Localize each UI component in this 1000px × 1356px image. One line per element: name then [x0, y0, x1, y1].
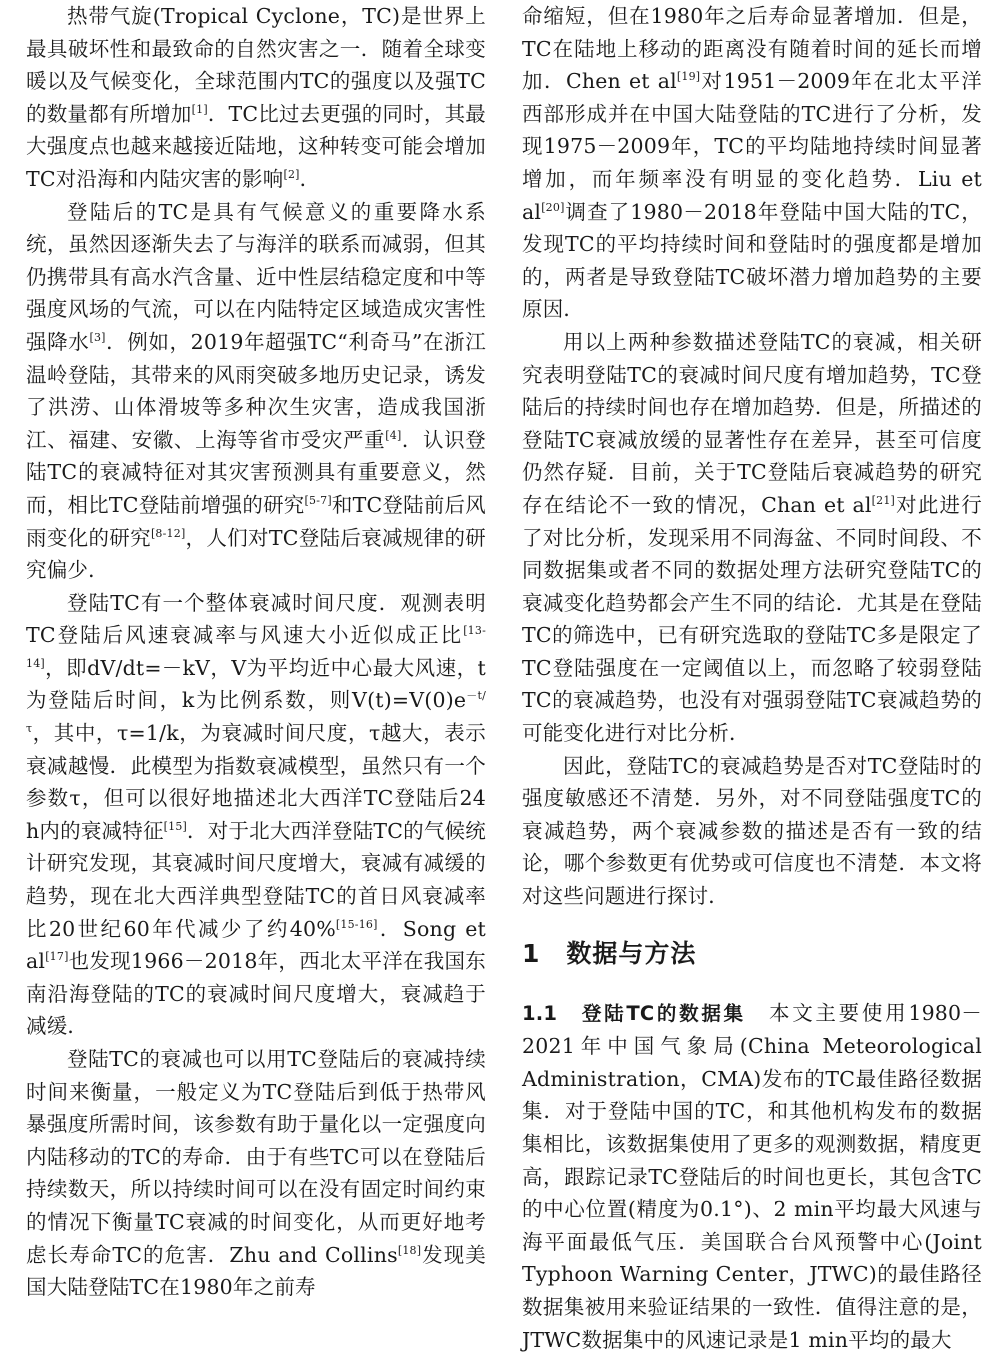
citation: [13-14]	[26, 624, 486, 671]
citation: [8-12]	[150, 526, 186, 540]
paragraph-text: 发现美国大陆登陆TC在1980年之前寿	[26, 1242, 486, 1300]
citation: [17]	[45, 950, 69, 964]
paragraph-text: ．例如，2019年超强TC“利奇马”在浙江温岭登陆，其带来的风雨突破多地历史记录，诱发了洪涝、山体滑坡等多种次生灾害，造成我国浙江、福建、安徽、上海等省市受灾严重	[26, 329, 486, 452]
citation: [5-7]	[304, 494, 332, 508]
paragraph-text: 本文主要使用1980－2021年中国气象局(China Meteorological Administration，CMA)发布的TC最佳路径数据集．对于登陆中国的TC，和其他机构发布的数据集相比，该数据集使用了更多的观测数据，精度更高，跟踪记录TC登陆后的时间也更长，其包含TC的中心位置(精度为0.1°)、2 min平均最大风速与海平面最低气压．美国联合台风预警中心(Joint Typhoon Warning Center，JTWC)的最佳路径数据集被用来验证结果的一致性．值得注意的是，JTWC数据集中的风速记录是1 min平均的最大	[522, 1000, 982, 1352]
subsection-heading: 1.1 登陆TC的数据集	[522, 1001, 746, 1025]
intro-paragraph-3	[26, 587, 486, 1043]
intro-paragraph-6	[522, 750, 982, 913]
subsection-paragraph	[522, 997, 982, 1356]
paragraph-text: 用以上两种参数描述登陆TC的衰减，相关研究表明登陆TC的衰减时间尺度有增加趋势，TC登陆后的持续时间也存在增加趋势．但是，所描述的登陆TC衰减放缓的显著性存在差异，甚至可信度仍然存疑．目前，关于TC登陆后衰减趋势的研究存在结论不一致的情况，Chan et al	[522, 329, 982, 517]
citation: [3]	[89, 331, 106, 345]
citation: [2]	[283, 168, 300, 182]
paragraph-text: ．	[299, 166, 321, 191]
intro-paragraph-4	[26, 1043, 486, 1304]
paragraph-text: ，人们对TC登陆后衰减规律的研究偏少．	[26, 525, 487, 583]
paragraph-text: 调查了1980－2018年登陆中国大陆的TC，发现TC的平均持续时间和登陆时的强度都是增加的，两者是导致登陆TC破坏潜力增加趋势的主要原因．	[522, 199, 982, 322]
citation: [20]	[541, 200, 565, 214]
intro-paragraph-2	[26, 196, 486, 587]
intro-paragraph-5	[522, 326, 982, 750]
paragraph-text: 也发现1966－2018年，西北太平洋在我国东南沿海登陆的TC的衰减时间尺度增大，衰减趋于减缓．	[26, 949, 486, 1039]
intro-paragraph-4-continued	[522, 0, 982, 326]
paragraph-text: 对此进行了对比分析，发现采用不同海盆、不同时间段、不同数据集或者不同的数据处理方法研究登陆TC的衰减变化趋势都会产生不同的结论．尤其是在登陆TC的筛选中，已有研究选取的登陆TC多是限定了TC登陆强度在一定阈值以上，而忽略了较弱登陆TC的衰减趋势，也没有对强弱登陆TC衰减趋势的可能变化进行对比分析．	[522, 492, 982, 746]
citation: [1]	[191, 102, 208, 116]
citation: [19]	[676, 70, 701, 84]
left-column	[26, 0, 486, 1304]
exponent: －t/τ	[26, 689, 486, 736]
paragraph-text: 和TC登陆前后风雨变化的研究	[26, 492, 486, 550]
paragraph-text: ．Song et al	[26, 916, 486, 974]
paragraph-text: 登陆后的TC是具有气候意义的重要降水系统，虽然因逐渐失去了与海洋的联系而减弱，但其仍携带具有高水汽含量、近中性层结稳定度和中等强度风场的气流，可以在内陆特定区域造成灾害性强降水	[26, 199, 486, 354]
paragraph-text: ．TC比过去更强的同时，其最大强度点也越来越接近陆地，这种转变可能会增加TC对沿海和内陆灾害的影响	[26, 101, 486, 191]
paragraph-text: 命缩短，但在1980年之后寿命显著增加．但是，TC在陆地上移动的距离没有随着时间的延长而增加．Chen et al	[522, 4, 982, 94]
intro-paragraph-1	[26, 0, 486, 196]
citation: [15-16]	[335, 917, 378, 931]
paragraph-text: ，其中，τ=1/k，为衰减时间尺度，τ越大，表示衰减越慢．此模型为指数衰减模型，虽然只有一个参数τ，但可以很好地描述北大西洋TC登陆后24 h内的衰减特征	[26, 721, 486, 843]
paragraph-text: 热带气旋(Tropical Cyclone，TC)是世界上最具破坏性和最致命的自然灾害之一．随着全球变暖以及气候变化，全球范围内TC的强度以及强TC的数量都有所增加	[26, 4, 486, 126]
paragraph-text: 登陆TC有一个整体衰减时间尺度．观测表明TC登陆后风速衰减率与风速大小近似成正比	[26, 590, 486, 648]
citation: [18]	[397, 1243, 422, 1257]
citation: [21]	[871, 494, 896, 508]
paragraph-text: ，即dV/dt=－kV，V为平均近中心最大风速，t为登陆后时间，k为比例系数，则V(t)=V(0)e	[26, 655, 486, 713]
paragraph-text: ．对于北大西洋登陆TC的气候统计研究发现，其衰减时间尺度增大，衰减有减缓的趋势，现在北大西洋典型登陆TC的首日风衰减率比20世纪60年代减少了约40%	[26, 818, 486, 941]
section-heading: 1 数据与方法	[522, 938, 697, 968]
citation: [4]	[385, 428, 402, 442]
right-column	[522, 0, 982, 1356]
paragraph-text: 登陆TC的衰减也可以用TC登陆后的衰减持续时间来衡量，一般定义为TC登陆后到低于热带风暴强度所需时间，该参数有助于量化以一定强度向内陆移动的TC的寿命．由于有些TC可以在登陆后持续数天，所以持续时间可以在没有固定时间约束的情况下衡量TC衰减的时间变化，从而更好地考虑长寿命TC的危害．Zhu and Collins	[26, 1047, 486, 1267]
paragraph-text: 因此，登陆TC的衰减趋势是否对TC登陆时的强度敏感还不清楚．另外，对不同登陆强度TC的衰减趋势，两个衰减参数的描述是否有一致的结论，哪个参数更有优势或可信度也不清楚．本文将对这些问题进行探讨．	[522, 753, 982, 909]
citation: [15]	[163, 820, 188, 834]
paragraph-text: ．认识登陆TC的衰减特征对其灾害预测具有重要意义，然而，相比TC登陆前增强的研究	[26, 427, 486, 517]
paragraph-text: 对1951－2009年在北太平洋西部形成并在中国大陆登陆的TC进行了分析，发现1975－2009年，TC的平均陆地持续时间显著增加，而年频率没有明显的变化趋势．Liu et al	[522, 69, 982, 224]
